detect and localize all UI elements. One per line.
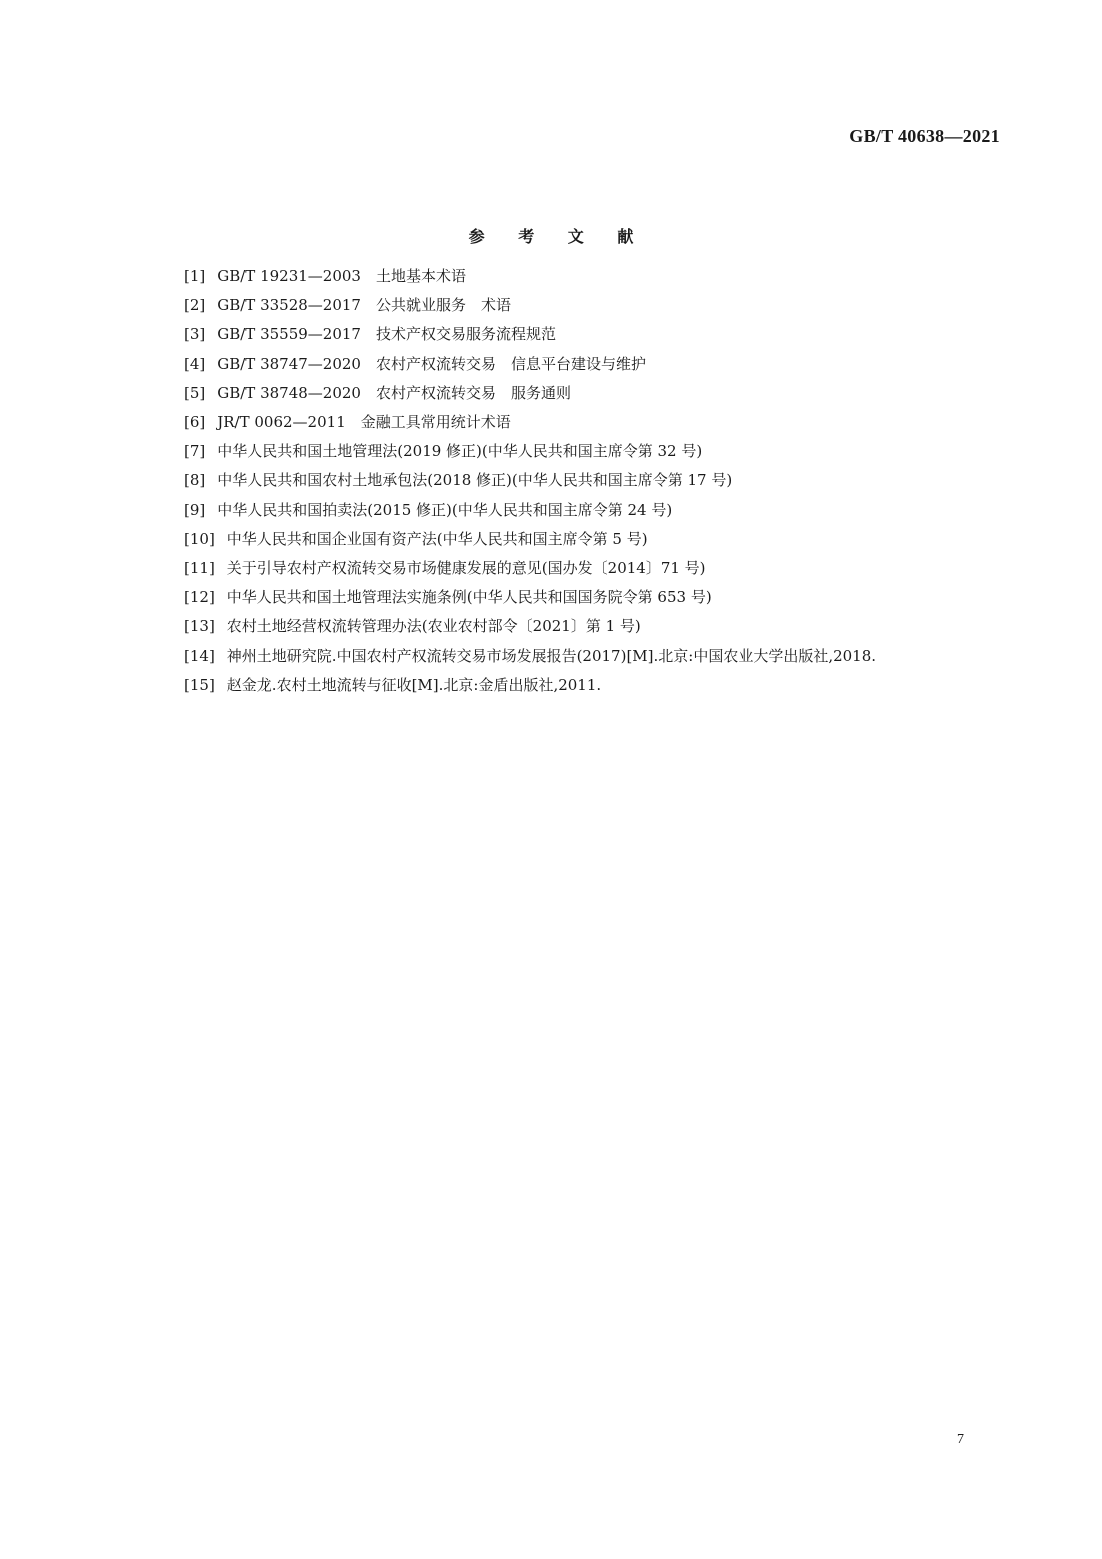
reference-list: [142, 262, 1002, 700]
reference-number: [6]: [184, 413, 206, 432]
reference-item: [142, 437, 1002, 466]
reference-item: [142, 466, 1002, 495]
reference-number: [7]: [184, 442, 206, 461]
reference-item: [142, 408, 1002, 437]
reference-number: [11]: [184, 559, 215, 578]
reference-text: 关于引导农村产权流转交易市场健康发展的意见(国办发〔2014〕71 号): [226, 559, 706, 578]
reference-number: [2]: [184, 296, 206, 315]
page-number: 7: [957, 1432, 964, 1447]
reference-text: GB/T 38747—2020 农村产权流转交易 信息平台建设与维护: [217, 354, 646, 373]
reference-text: 中华人民共和国土地管理法实施条例(中华人民共和国国务院令第 653 号): [226, 588, 712, 607]
reference-text: 农村土地经营权流转管理办法(农业农村部令〔2021〕第 1 号): [226, 617, 641, 636]
reference-text: 中华人民共和国农村土地承包法(2018 修正)(中华人民共和国主席令第 17 号): [217, 471, 733, 490]
reference-number: [4]: [184, 354, 206, 373]
reference-number: [15]: [184, 675, 215, 694]
reference-number: [3]: [184, 325, 206, 344]
reference-number: [14]: [184, 646, 215, 665]
reference-item: [142, 291, 1002, 320]
reference-item: [142, 612, 1002, 641]
reference-item: [142, 320, 1002, 349]
reference-text: GB/T 33528—2017 公共就业服务 术语: [217, 296, 511, 315]
reference-item: [142, 642, 1002, 671]
reference-item: [142, 525, 1002, 554]
reference-number: [12]: [184, 588, 215, 607]
reference-number: [9]: [184, 500, 206, 519]
reference-text: GB/T 19231—2003 土地基本术语: [217, 267, 466, 285]
reference-text: JR/T 0062—2011 金融工具常用统计术语: [217, 413, 511, 432]
reference-number: [8]: [184, 471, 206, 490]
reference-item: [142, 496, 1002, 525]
reference-item: [142, 671, 1002, 700]
reference-item: [142, 350, 1002, 379]
reference-number: [10]: [184, 529, 215, 548]
reference-item: [142, 379, 1002, 408]
reference-text: GB/T 38748—2020 农村产权流转交易 服务通则: [217, 383, 571, 402]
reference-text: 中华人民共和国拍卖法(2015 修正)(中华人民共和国主席令第 24 号): [217, 500, 673, 519]
reference-text: 中华人民共和国企业国有资产法(中华人民共和国主席令第 5 号): [226, 529, 648, 548]
reference-text: 神州土地研究院.中国农村产权流转交易市场发展报告(2017)[M].北京:中国农业大学出版社,2018.: [226, 646, 877, 665]
reference-item: [142, 262, 1002, 291]
reference-number: [5]: [184, 383, 206, 402]
reference-number: [1]: [184, 267, 206, 285]
reference-item: [142, 554, 1002, 583]
reference-number: [13]: [184, 617, 215, 636]
section-title: 参 考 文 献: [468, 227, 648, 246]
reference-text: 中华人民共和国土地管理法(2019 修正)(中华人民共和国主席令第 32 号): [217, 442, 703, 461]
reference-text: 赵金龙.农村土地流转与征收[M].北京:金盾出版社,2011.: [226, 675, 602, 694]
reference-item: [142, 583, 1002, 612]
reference-text: GB/T 35559—2017 技术产权交易服务流程规范: [217, 325, 556, 344]
standard-number: GB/T 40638—2021: [849, 126, 1000, 146]
